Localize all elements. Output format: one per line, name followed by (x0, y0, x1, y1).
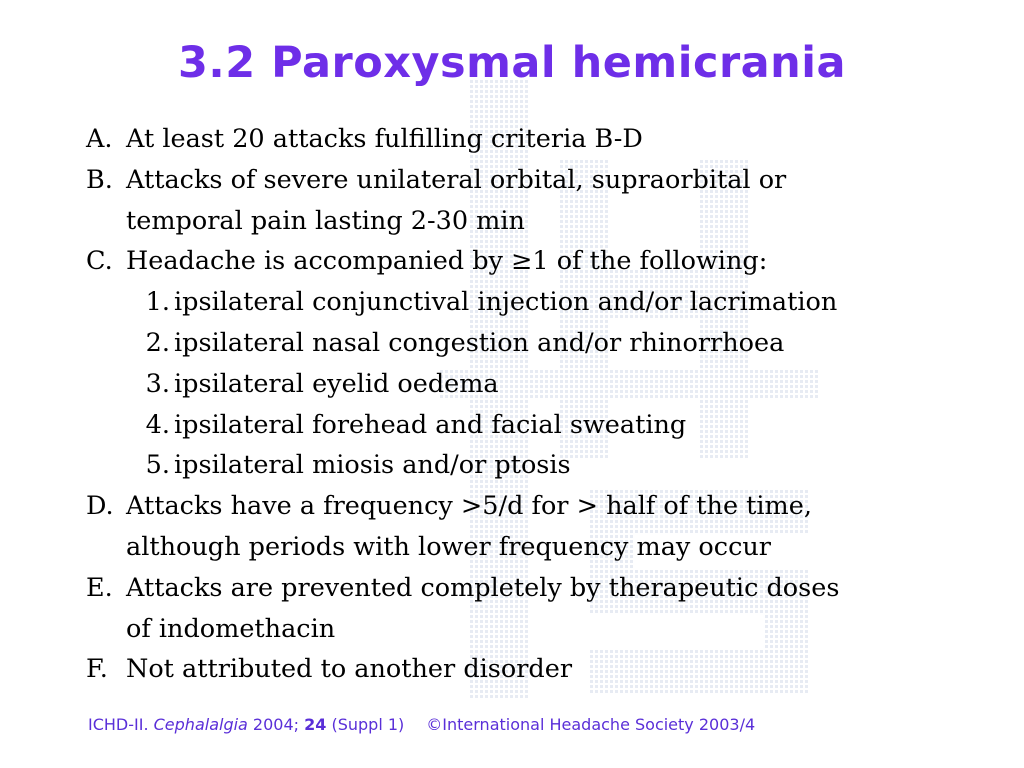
footer-prefix: ICHD-II. (88, 715, 154, 734)
criterion-row (86, 201, 986, 242)
criterion-text: Not attributed to another disorder (126, 654, 573, 685)
sub-criterion-label: 5. (145, 450, 170, 481)
criterion-label: D. (86, 491, 114, 522)
criterion-text: although periods with lower frequency may occur (126, 531, 771, 562)
criterion-text: Attacks are prevented completely by therapeutic doses (126, 572, 840, 603)
criterion-text: of indomethacin (126, 613, 336, 644)
sub-criterion-label: 2. (145, 327, 170, 358)
footer-journal: Cephalalgia (153, 715, 248, 734)
criterion-text: At least 20 attacks fulfilling criteria B-D (126, 124, 643, 154)
sub-criterion-row (86, 282, 986, 323)
criterion-row (86, 486, 986, 527)
criterion-label: A. (86, 124, 113, 154)
criterion-row (86, 241, 986, 282)
criterion-label: B. (86, 164, 113, 195)
sub-criterion-text: ipsilateral nasal congestion and/or rhinorrhoea (174, 327, 785, 358)
sub-criterion-label: 4. (145, 409, 170, 440)
criterion-row (86, 160, 986, 201)
footer-suppl: (Suppl 1) (326, 715, 405, 734)
criterion-row (86, 527, 986, 568)
criterion-text: Attacks have a frequency >5/d for > half of the time, (126, 491, 812, 522)
criterion-text: Headache is accompanied by ≥1 of the following: (126, 246, 768, 277)
sub-criterion-row (86, 445, 986, 486)
criterion-row (86, 568, 986, 609)
criterion-row (86, 119, 986, 160)
slide-title: 3.2 Paroxysmal hemicrania (177, 38, 847, 88)
sub-criterion-text: ipsilateral conjunctival injection and/or lacrimation (174, 287, 838, 318)
criterion-row (86, 649, 986, 690)
sub-criterion-label: 3. (145, 368, 170, 399)
criterion-label: E. (86, 572, 113, 603)
sub-criterion-text: ipsilateral miosis and/or ptosis (174, 450, 571, 481)
sub-criterion-row (86, 405, 986, 446)
footer-year: 2004; (247, 715, 305, 734)
criterion-text: temporal pain lasting 2-30 min (126, 205, 525, 236)
criterion-label: C. (86, 246, 113, 277)
sub-criterion-text: ipsilateral forehead and facial sweating (174, 409, 687, 440)
criterion-text: Attacks of severe unilateral orbital, supraorbital or (126, 164, 787, 195)
criteria-list (86, 119, 986, 690)
footer-citation (88, 715, 755, 734)
sub-criterion-row (86, 364, 986, 405)
criterion-row (86, 609, 986, 650)
footer-copyright: ©International Headache Society 2003/4 (426, 715, 756, 734)
sub-criterion-text: ipsilateral eyelid oedema (174, 368, 499, 399)
sub-criterion-label: 1. (145, 287, 170, 318)
sub-criterion-row (86, 323, 986, 364)
criterion-label: F. (86, 654, 108, 685)
footer-volume: 24 (304, 715, 327, 734)
